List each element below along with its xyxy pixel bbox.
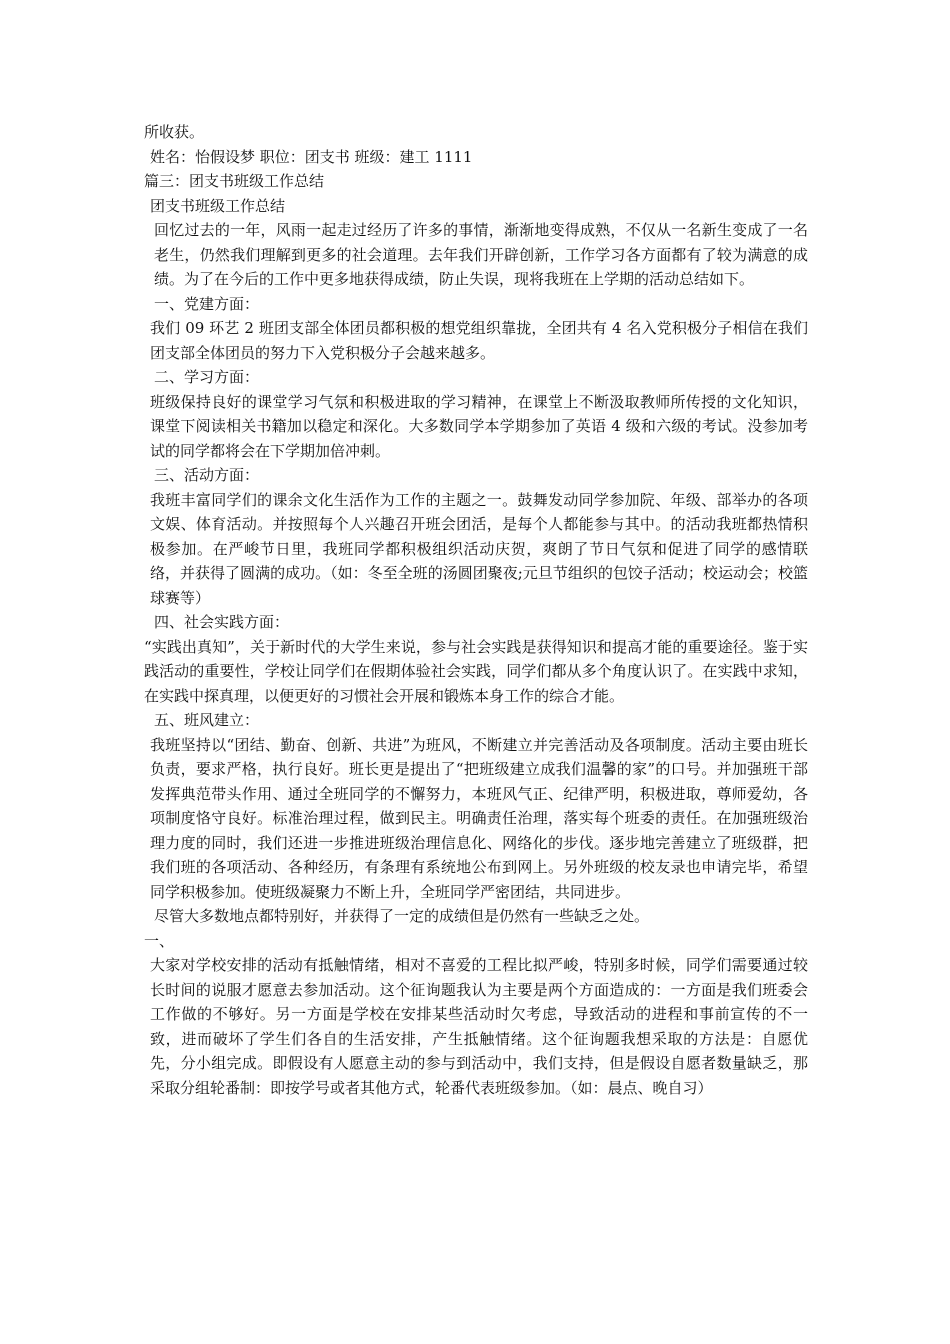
subheading-study: 二、学习方面： — [154, 368, 260, 386]
paragraph-study: 班级保持良好的课堂学习气氛和积极进取的学习精神，在课堂上不断汲取教师所传授的文化知识，课堂下阅读相关书籍加以稳定和深化。大多数同学本学期参加了英语 4 级和六级的考试。没参加考试的同学都将会在下学期加倍冲刺。 — [150, 392, 808, 460]
paragraph-continuation: 所收获。 — [144, 123, 205, 141]
paragraph-shortcoming-one: 大家对学校安排的活动有抵触情绪，相对不喜爱的工程比拟严峻，特别多时候，同学们需要通过较长时间的说服才愿意去参加活动。这个征询题我认为主要是两个方面造成的：一方面是我们班委会工作做的不够好。另一方面是学校在安排某些活动时欠考虑，导致活动的进程和事前宣传的不一致，进而破坏了学生们各自的生活安排，产生抵触情绪。这个征询题我想采取的方法是：自愿优先，分小组完成。即假设有人愿意主动的参与到活动中，我们支持，但是假设自愿者数量缺乏，那采取分组轮番制：即按学号或者其他方式，轮番代表班级参加。（如：晨点、晚自习） — [150, 956, 808, 1097]
document-title: 团支书班级工作总结 — [150, 196, 286, 215]
author-info-line: 姓名：怡假设梦 职位：团支书 班级：建工 1111 — [150, 147, 473, 166]
paragraph-shortcomings-intro: 尽管大多数地点都特别好，并获得了一定的成绩但是仍然有一些缺乏之处。 — [154, 907, 650, 925]
paragraph-social-practice: “实践出真知”，关于新时代的大学生来说，参与社会实践是获得知识和提高才能的重要途径。鉴于实践活动的重要性，学校让同学们在假期体验社会实践，同学们都从多个角度认识了。在实践中求知，在实践中探真理，以便更好的习惯社会开展和锻炼本身工作的综合才能。 — [144, 637, 808, 705]
subheading-social-practice: 四、社会实践方面： — [154, 613, 290, 631]
subheading-class-style: 五、班风建立： — [154, 711, 260, 729]
subheading-party-building: 一、党建方面： — [154, 294, 260, 313]
paragraph-class-style: 我班坚持以“团结、勤奋、创新、共进”为班风，不断建立并完善活动及各项制度。活动主要由班长负责，要求严格，执行良好。班长更是提出了“把班级建立成我们温馨的家”的口号。并加强班干部发挥典范带头作用、通过全班同学的不懈努力，本班风气正、纪律严明，积极进取，尊师爱幼，各项制度恪守良好。标准治理过程，做到民主。明确责任治理，落实每个班委的责任。在加强班级治理力度的同时，我们还进一步推进班级治理信息化、网络化的步伐。逐步地完善建立了班级群，把我们班的各项活动、各种经历，有条理有系统地公布到网上。另外班级的校友录也申请完毕，希望同学积极参加。使班级凝聚力不断上升，全班同学严密团结，共同进步。 — [150, 735, 808, 901]
intro-paragraph: 回忆过去的一年，风雨一起走过经历了许多的事情，渐渐地变得成熟，不仅从一名新生变成了一名老生，仍然我们理解到更多的社会道理。去年我们开辟创新，工作学习各方面都有了较为满意的成绩。为了在今后的工作中更多地获得成绩，防止失误，现将我班在上学期的活动总结如下。 — [154, 221, 808, 288]
list-marker-one: 一、 — [144, 931, 175, 950]
section-heading: 篇三：团支书班级工作总结 — [144, 172, 325, 190]
paragraph-activities: 我班丰富同学们的课余文化生活作为工作的主题之一。鼓舞发动同学参加院、年级、部举办的各项文娱、体育活动。并按照每个人兴趣召开班会团活，是每个人都能参与其中。的活动我班都热情积极参加。在严峻节日里，我班同学都积极组织活动庆贺，爽朗了节日气氛和促进了同学的感情联络，并获得了圆满的成功。（如：冬至全班的汤圆团聚夜;元旦节组织的包饺子活动；校运动会；校篮球赛等） — [150, 490, 808, 607]
paragraph-party-building: 我们 09 环艺 2 班团支部全体团员都积极的想党组织靠拢，全团共有 4 名入党积极分子相信在我们团支部全体团员的努力下入党积极分子会越来越多。 — [150, 319, 808, 362]
document-page — [144, 120, 808, 1100]
subheading-activities: 三、活动方面： — [154, 466, 260, 484]
